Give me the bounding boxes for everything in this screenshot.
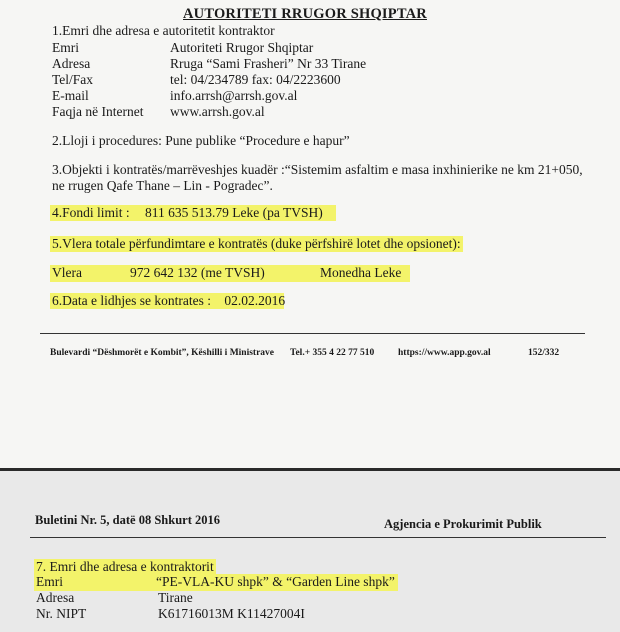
section2-procedure: 2.Lloji i procedures: Pune publike “Procedure e hapur” <box>52 133 350 148</box>
footer-tel: Tel.+ 355 4 22 77 510 <box>290 348 375 358</box>
section1-value-adresa: Rruga “Sami Frasheri” Nr 33 Tirane <box>170 56 367 71</box>
section7-label-adresa: Adresa <box>36 590 75 605</box>
footer-address: Bulevardi “Dëshmorët e Kombit”, Këshilli i Ministrave <box>50 348 275 358</box>
section1-value-emri: Autoriteti Rrugor Shqiptar <box>170 40 314 55</box>
footer-rule <box>40 333 585 334</box>
section7-label-emri: Emri <box>36 574 63 589</box>
section1-heading: 1.Emri dhe adresa e autoritetit kontraktor <box>52 23 275 38</box>
document-page-2 <box>0 470 620 632</box>
section6-value: 02.02.2016 <box>224 293 286 308</box>
section1-label-telfax: Tel/Fax <box>52 72 94 87</box>
section7-value-nipt: K61716013M K11427004I <box>158 606 305 621</box>
footer-url: https://www.app.gov.al <box>398 348 491 358</box>
section1-value-website: www.arrsh.gov.al <box>170 104 265 119</box>
section5-vlera-label: Vlera <box>52 265 82 280</box>
section7-heading: 7. Emri dhe adresa e kontraktorit <box>36 559 214 574</box>
section4-label: 4.Fondi limit : <box>52 205 130 220</box>
section6-date <box>50 293 284 309</box>
section5-monedha: Monedha Leke <box>320 265 402 280</box>
bulletin-title: Buletini Nr. 5, datë 08 Shkurt 2016 <box>35 513 220 527</box>
section7-value-emri: “PE-VLA-KU shpk” & “Garden Line shpk” <box>156 574 395 589</box>
section5-vlera-row <box>50 265 410 282</box>
footer-page-number: 152/332 <box>528 348 560 358</box>
section1-value-telfax: tel: 04/234789 fax: 04/2223600 <box>170 72 341 87</box>
section1-label-emri: Emri <box>52 40 79 55</box>
section4-value: 811 635 513.79 Leke (pa TVSH) <box>145 205 323 220</box>
section1-label-email: E-mail <box>52 88 89 103</box>
section7-emri-row <box>34 574 398 591</box>
section7-value-adresa: Tirane <box>158 590 193 605</box>
section6-label: 6.Data e lidhjes se kontrates : <box>52 293 211 308</box>
section5-heading: 5.Vlera totale përfundimtare e kontratës (duke përfshirë lotet dhe opsionet): <box>52 236 461 251</box>
section1-label-adresa: Adresa <box>52 56 91 71</box>
section3-object-line2: ne rrugen Qafe Thane – Lin - Pogradec”. <box>52 178 273 193</box>
page-separator <box>0 468 620 471</box>
section4-fondi-limit <box>50 205 336 221</box>
section1-value-email: info.arrsh@arrsh.gov.al <box>170 88 298 103</box>
section3-object-line1: 3.Objekti i kontratës/marrëveshjes kuadër :“Sistemim asfaltim e masa inxhinierike ne km 21+050, <box>52 162 583 177</box>
section1-label-website: Faqja në Internet <box>52 104 144 119</box>
section5-vlera-value: 972 642 132 (me TVSH) <box>130 265 265 280</box>
document-title: AUTORITETI RRUGOR SHQIPTAR <box>183 6 427 22</box>
page2-header-rule <box>30 537 606 538</box>
section7-label-nipt: Nr. NIPT <box>36 606 87 621</box>
agency-name: Agjencia e Prokurimit Publik <box>384 517 542 531</box>
